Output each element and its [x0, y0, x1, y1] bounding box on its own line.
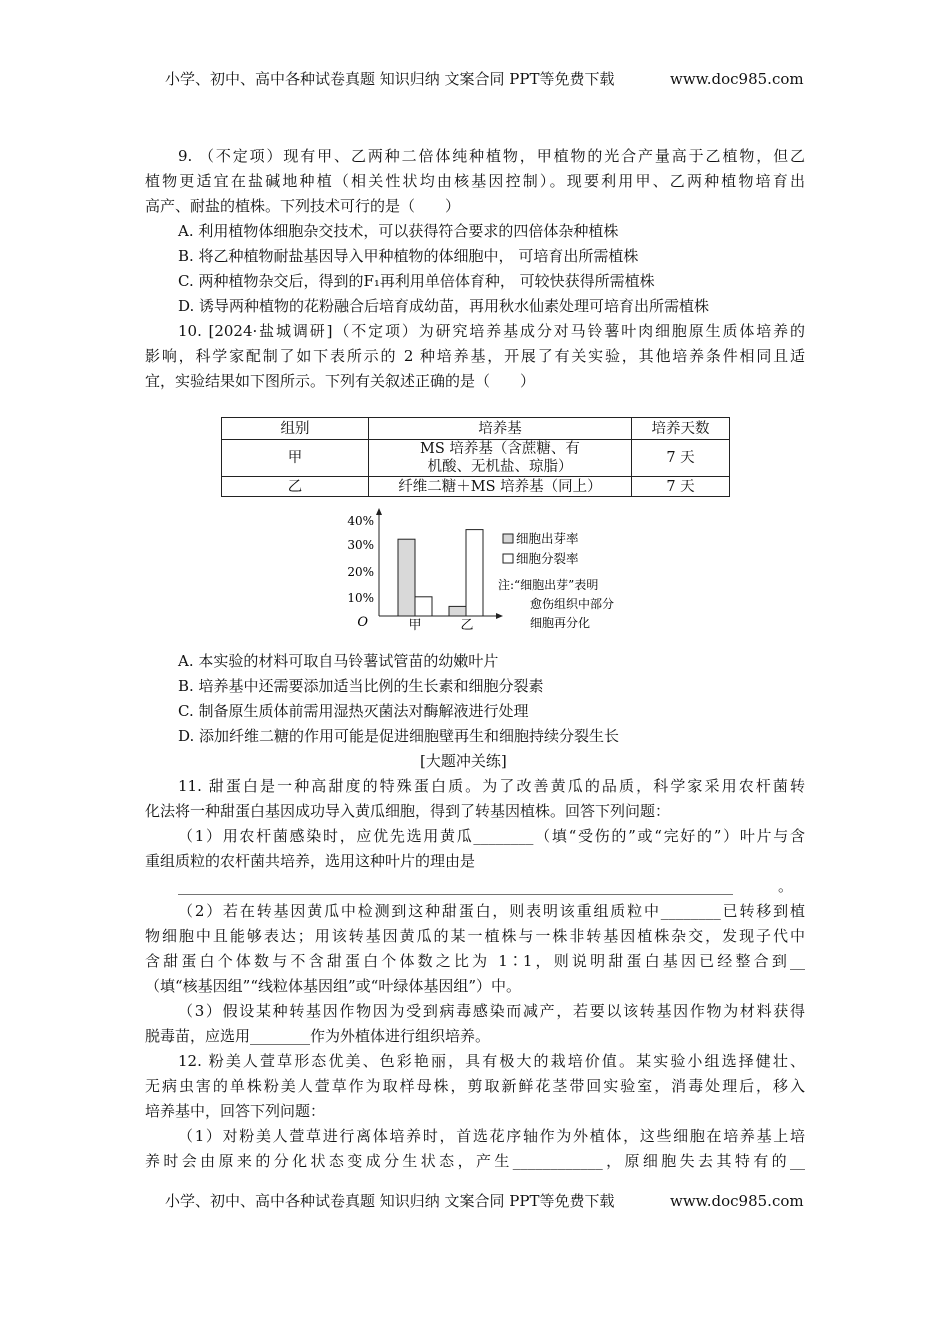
table-cell: 纤维二糖＋MS 培养基（同上） — [369, 477, 632, 497]
q9-option-d: D. 诱导两种植物的花粉融合后培育成幼苗，再用秋水仙素处理可培育出所需植株 — [178, 297, 710, 315]
chart-note: 注:“细胞出芽”表明 — [498, 578, 599, 592]
q11-line: （1）用农杆菌感染时，应优先选用黄瓜________（填“受伤的”或“完好的”）叶片与含 — [178, 827, 805, 845]
q9-line: 植物更适宜在盐碱地种植（相关性状均由核基因控制）。现要利用甲、乙两种植物培育出 — [145, 172, 805, 190]
q9-line: 高产、耐盐的植株。下列技术可行的是（ ） — [145, 197, 461, 215]
q10-option-b: B. 培养基中还需要添加适当比例的生长素和细胞分裂素 — [178, 677, 544, 695]
q9-line: 9. （不定项）现有甲、乙两种二倍体纯种植物，甲植物的光合产量高于乙植物，但乙 — [178, 147, 805, 165]
q10-option-a: A. 本实验的材料可取自马铃薯试管苗的幼嫩叶片 — [178, 652, 499, 670]
y-tick-label: 40% — [347, 514, 374, 528]
q10-line: 10. [2024·盐城调研]（不定项）为研究培养基成分对马铃薯叶肉细胞原生质体培养的 — [178, 322, 805, 340]
chart-note: 细胞再分化 — [530, 616, 591, 630]
q11-line: 物细胞中且能够表达；用该转基因黄瓜的某一植株与一株非转基因植株杂交，发现子代中 — [145, 927, 805, 945]
q11-line: 11. 甜蛋白是一种高甜度的特殊蛋白质。为了改善黄瓜的品质，科学家采用农杆菌转 — [178, 777, 805, 795]
q12-line: 培养基中，回答下列问题： — [145, 1102, 326, 1120]
q11-line: （3）假设某种转基因作物因为受到病毒感染而减产，若要以该转基因作物为材料获得 — [178, 1002, 805, 1020]
q10-option-c: C. 制备原生质体前需用湿热灭菌法对酶解液进行处理 — [178, 702, 529, 720]
q10-line: 影响，科学家配制了如下表所示的 2 种培养基，开展了有关实验，其他培养条件相同且适 — [145, 347, 805, 365]
q12-line: 无病虫害的单株粉美人萱草作为取样母株，剪取新鲜花茎带回实验室，消毒处理后，移入 — [145, 1077, 805, 1095]
bar-chart — [330, 505, 640, 640]
q11-line: 含甜蛋白个体数与不含甜蛋白个体数之比为 1∶1，则说明甜蛋白基因已经整合到__ — [145, 952, 805, 970]
chart-note: 愈伤组织中部分 — [530, 597, 615, 611]
origin-label: O — [357, 615, 368, 630]
q10-option-d: D. 添加纤维二糖的作用可能是促进细胞壁再生和细胞持续分裂生长 — [178, 727, 620, 745]
q11-line: 化法将一种甜蛋白基因成功导入黄瓜细胞，得到了转基因植株。回答下列问题： — [145, 802, 671, 820]
x-tick-label: 乙 — [460, 618, 474, 633]
q11-line: 脱毒苗，应选用________作为外植体进行组织培养。 — [145, 1027, 491, 1045]
table-cell: 7 天 — [632, 440, 730, 477]
table-cell: MS 培养基（含蔗糖、有机酸、无机盐、琼脂） — [369, 440, 632, 477]
table-cell: 乙 — [222, 477, 369, 497]
table-cell: 7 天 — [632, 477, 730, 497]
q11-line: 重组质粒的农杆菌共培养，选用这种叶片的理由是 — [145, 852, 476, 870]
header-url: www.doc985.com — [670, 70, 804, 88]
q12-line: （1）对粉美人萱草进行离体培养时，首选花序轴作为外植体，这些细胞在培养基上培 — [178, 1127, 805, 1145]
header-text: 小学、初中、高中各种试卷真题 知识归纳 文案合同 PPT等免费下载 — [165, 70, 615, 88]
q11-line: （填“核基因组”“线粒体基因组”或“叶绿体基因组”）中。 — [145, 977, 522, 995]
y-tick-label: 10% — [347, 591, 374, 605]
table-cell: 甲 — [222, 440, 369, 477]
footer-url: www.doc985.com — [670, 1192, 804, 1210]
legend-label: 细胞出芽率 — [516, 531, 579, 546]
table-header: 组别 — [222, 418, 369, 440]
x-axis-arrow — [496, 613, 503, 619]
table-header: 培养天数 — [632, 418, 730, 440]
footer-text: 小学、初中、高中各种试卷真题 知识归纳 文案合同 PPT等免费下载 — [165, 1192, 615, 1210]
q9-option-a: A. 利用植物体细胞杂交技术，可以获得符合要求的四倍体杂种植株 — [178, 222, 619, 240]
table-header: 培养基 — [369, 418, 632, 440]
section-title: [大题冲关练] — [420, 752, 507, 770]
y-axis-arrow — [376, 508, 382, 515]
q11-answer-blank[interactable]: __________________________________________________________________________。 — [178, 877, 793, 895]
legend-swatch — [503, 554, 513, 563]
q12-line: 养时会由原来的分化状态变成分生状态，产生____________，原细胞失去其特有的__ — [145, 1152, 805, 1170]
q11-line: （2）若在转基因黄瓜中检测到这种甜蛋白，则表明该重组质粒中________已转移到植 — [178, 902, 805, 920]
q9-option-c: C. 两种植物杂交后，得到的F₁再利用单倍体育种， 可较快获得所需植株 — [178, 272, 655, 290]
bar-细胞出芽率 — [398, 539, 415, 616]
q9-option-b: B. 将乙种植物耐盐基因导入甲种植物的体细胞中， 可培育出所需植株 — [178, 247, 639, 265]
bar-细胞出芽率 — [449, 606, 466, 616]
bar-细胞分裂率 — [466, 530, 483, 616]
y-tick-label: 20% — [347, 565, 374, 579]
x-tick-label: 甲 — [408, 618, 422, 633]
legend-swatch — [503, 534, 513, 543]
q10-line: 宜，实验结果如下图所示。下列有关叙述正确的是（ ） — [145, 372, 536, 390]
medium-table — [221, 417, 730, 497]
bar-细胞分裂率 — [415, 597, 432, 616]
q12-line: 12. 粉美人萱草形态优美、色彩艳丽，具有极大的栽培价值。某实验小组选择健壮、 — [178, 1052, 805, 1070]
legend-label: 细胞分裂率 — [516, 551, 579, 566]
y-tick-label: 30% — [347, 538, 374, 552]
